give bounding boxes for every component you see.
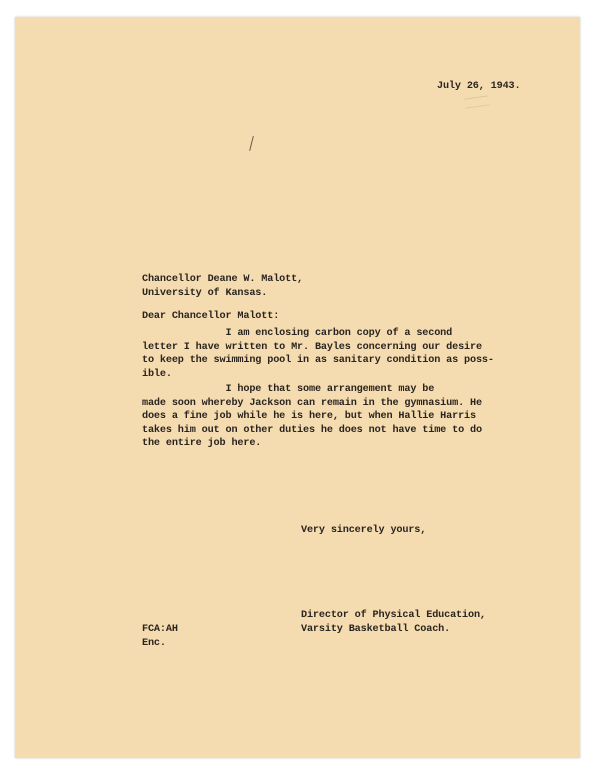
recipient-address: [142, 273, 303, 300]
paragraph-line: I am enclosing carbon copy of a second: [142, 328, 453, 339]
paragraph-line: letter I have written to Mr. Bayles concerning our desire: [142, 341, 482, 353]
paragraph-line: made soon whereby Jackson can remain in the gymnasium. He: [142, 397, 482, 409]
faint-pencil-note: [464, 95, 489, 108]
paragraph-line: I hope that some arrangement may be: [142, 384, 435, 395]
letter-page: [15, 17, 580, 758]
salutation: Dear Chancellor Malott:: [142, 311, 280, 322]
paragraph-line: takes him out on other duties he does not have time to do: [142, 424, 482, 436]
paragraph-line: the entire job here.: [142, 438, 262, 450]
enclosure-notation: Enc.: [142, 637, 166, 649]
body-paragraph-2: [142, 383, 482, 451]
signature-block: [301, 609, 486, 636]
signature-title: Director of Physical Education,: [301, 610, 486, 621]
recipient-institution: University of Kansas.: [142, 287, 268, 299]
paragraph-line: to keep the swimming pool in as sanitary condition as poss-: [142, 355, 494, 367]
recipient-name: Chancellor Deane W. Malott,: [142, 274, 304, 285]
letter-date: July 26, 1943.: [437, 81, 521, 92]
signature-role: Varsity Basketball Coach.: [301, 623, 451, 635]
body-paragraph-1: [142, 327, 494, 381]
paragraph-line: ible.: [142, 368, 172, 380]
reference-initials: [142, 623, 178, 650]
pencil-mark: [249, 136, 254, 151]
complimentary-closing: Very sincerely yours,: [301, 525, 427, 536]
typist-initials: FCA:AH: [142, 624, 178, 635]
paragraph-line: does a fine job while he is here, but when Hallie Harris: [142, 411, 476, 423]
